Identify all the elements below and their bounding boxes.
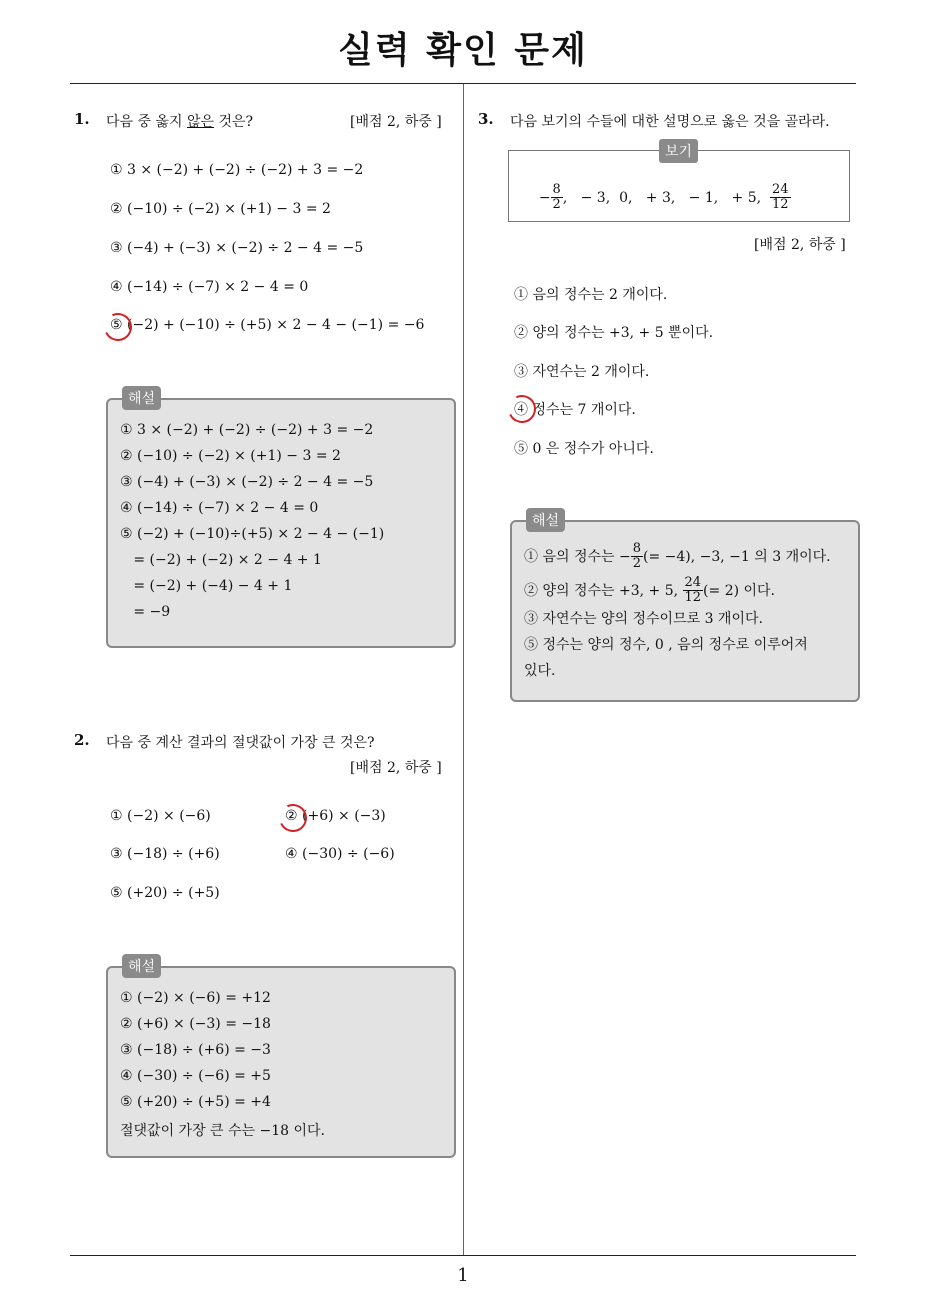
q3-bogi-tag: 보기 [659,139,698,163]
q2-exp-line: ① (−2) × (−6) = +12 [120,990,271,1006]
q3-exp-line: ③ 자연수는 양의 정수이므로 3 개이다. [524,611,763,627]
q2-score: [배점 2, 하중 ] [350,760,442,776]
q1-choice-2[interactable]: ② (−10) ÷ (−2) × (+1) − 3 = 2 [110,201,331,217]
q1-exp-line: = (−2) + (−2) × 2 − 4 + 1 [120,552,322,568]
bottom-rule [70,1255,856,1256]
q3-number: 3. [478,110,494,128]
q3-bogi-box [508,144,850,222]
q1-exp-line: ③ (−4) + (−3) × (−2) ÷ 2 − 4 = −5 [120,474,374,490]
q3-exp-line: ① 음의 정수는 − $\frac{8}{2}$ (= −4), −3, −1 의 3 개이다. [524,541,831,572]
q3-exp-line: 있다. [524,663,556,679]
q1-exp-line: = (−2) + (−4) − 4 + 1 [120,578,293,594]
q2-choice-1[interactable]: ① (−2) × (−6) [110,808,211,824]
q1-choice-3[interactable]: ③ (−4) + (−3) × (−2) ÷ 2 − 4 = −5 [110,240,364,256]
q2-choice-3[interactable]: ③ (−18) ÷ (+6) [110,846,220,862]
q3-exp-line: ⑤ 정수는 양의 정수, 0 , 음의 정수로 이루어져 [524,637,808,653]
page-title: 실력 확인 문제 [338,30,588,71]
q2-text: 다음 중 계산 결과의 절댓값이 가장 큰 것은? [106,735,375,751]
q3-bogi-numbers: − $\frac{8}{2}$ , − 3, 0, + 3, − 1, + 5, $\frac{24}{12}$ [538,182,789,213]
q2-explanation-tag: 해설 [122,954,161,978]
page-number: 1 [457,1265,469,1286]
q1-score: [배점 2, 하중 ] [350,114,442,130]
q3-choice-5[interactable]: ⑤ 0 은 정수가 아니다. [514,441,654,457]
q2-exp-line: ⑤ (+20) ÷ (+5) = +4 [120,1094,271,1110]
q2-choice-2[interactable]: ② (+6) × (−3) [285,808,386,824]
q1-choice-5[interactable]: ⑤ (−2) + (−10) ÷ (+5) × 2 − 4 − (−1) = −6 [110,317,425,333]
q3-explanation-box [510,513,860,702]
q1-choice-4[interactable]: ④ (−14) ÷ (−7) × 2 − 4 = 0 [110,279,309,295]
q3-exp-line: ② 양의 정수는 +3, + 5, $\frac{24}{12}$ (= 2) 이다. [524,575,776,606]
q3-choice-1[interactable]: ① 음의 정수는 2 개이다. [514,287,668,303]
q2-exp-line: ④ (−30) ÷ (−6) = +5 [120,1068,271,1084]
column-divider [463,84,464,1256]
answer-circle-mark [275,800,311,836]
q3-choice-3[interactable]: ③ 자연수는 2 개이다. [514,364,650,380]
q1-number: 1. [74,110,90,128]
q2-exp-line: ② (+6) × (−3) = −18 [120,1016,271,1032]
q1-choice-1[interactable]: ① 3 × (−2) + (−2) ÷ (−2) + 3 = −2 [110,162,364,178]
q1-underline: 않은 [186,114,215,130]
answer-circle-mark [504,391,540,427]
q3-score: [배점 2, 하중 ] [754,237,846,253]
q1-exp-line: = −9 [120,604,171,620]
q3-text: 다음 보기의 수들에 대한 설명으로 옳은 것을 골라라. [510,114,830,130]
q1-exp-line: ② (−10) ÷ (−2) × (+1) − 3 = 2 [120,448,341,464]
q3-choice-4[interactable]: ④ 정수는 7 개이다. [514,402,636,418]
q2-explanation-box [106,959,456,1158]
q2-number: 2. [74,731,90,749]
q3-choice-2[interactable]: ② 양의 정수는 +3, + 5 뿐이다. [514,325,714,341]
q3-explanation-tag: 해설 [526,508,565,532]
q1-exp-line: ④ (−14) ÷ (−7) × 2 − 4 = 0 [120,500,319,516]
q1-explanation-box [106,391,456,648]
q2-choice-4[interactable]: ④ (−30) ÷ (−6) [285,846,395,862]
q1-explanation-tag: 해설 [122,386,161,410]
q1-exp-line: ① 3 × (−2) + (−2) ÷ (−2) + 3 = −2 [120,422,374,438]
q1-exp-line: ⑤ (−2) + (−10)÷(+5) × 2 − 4 − (−1) [120,526,385,542]
q2-exp-line: ③ (−18) ÷ (+6) = −3 [120,1042,271,1058]
q2-exp-line: 절댓값이 가장 큰 수는 −18 이다. [120,1123,326,1139]
q1-text: 다음 중 옳지 않은 것은? [106,114,254,130]
answer-circle-mark [100,309,136,345]
q2-choice-5[interactable]: ⑤ (+20) ÷ (+5) [110,885,220,901]
